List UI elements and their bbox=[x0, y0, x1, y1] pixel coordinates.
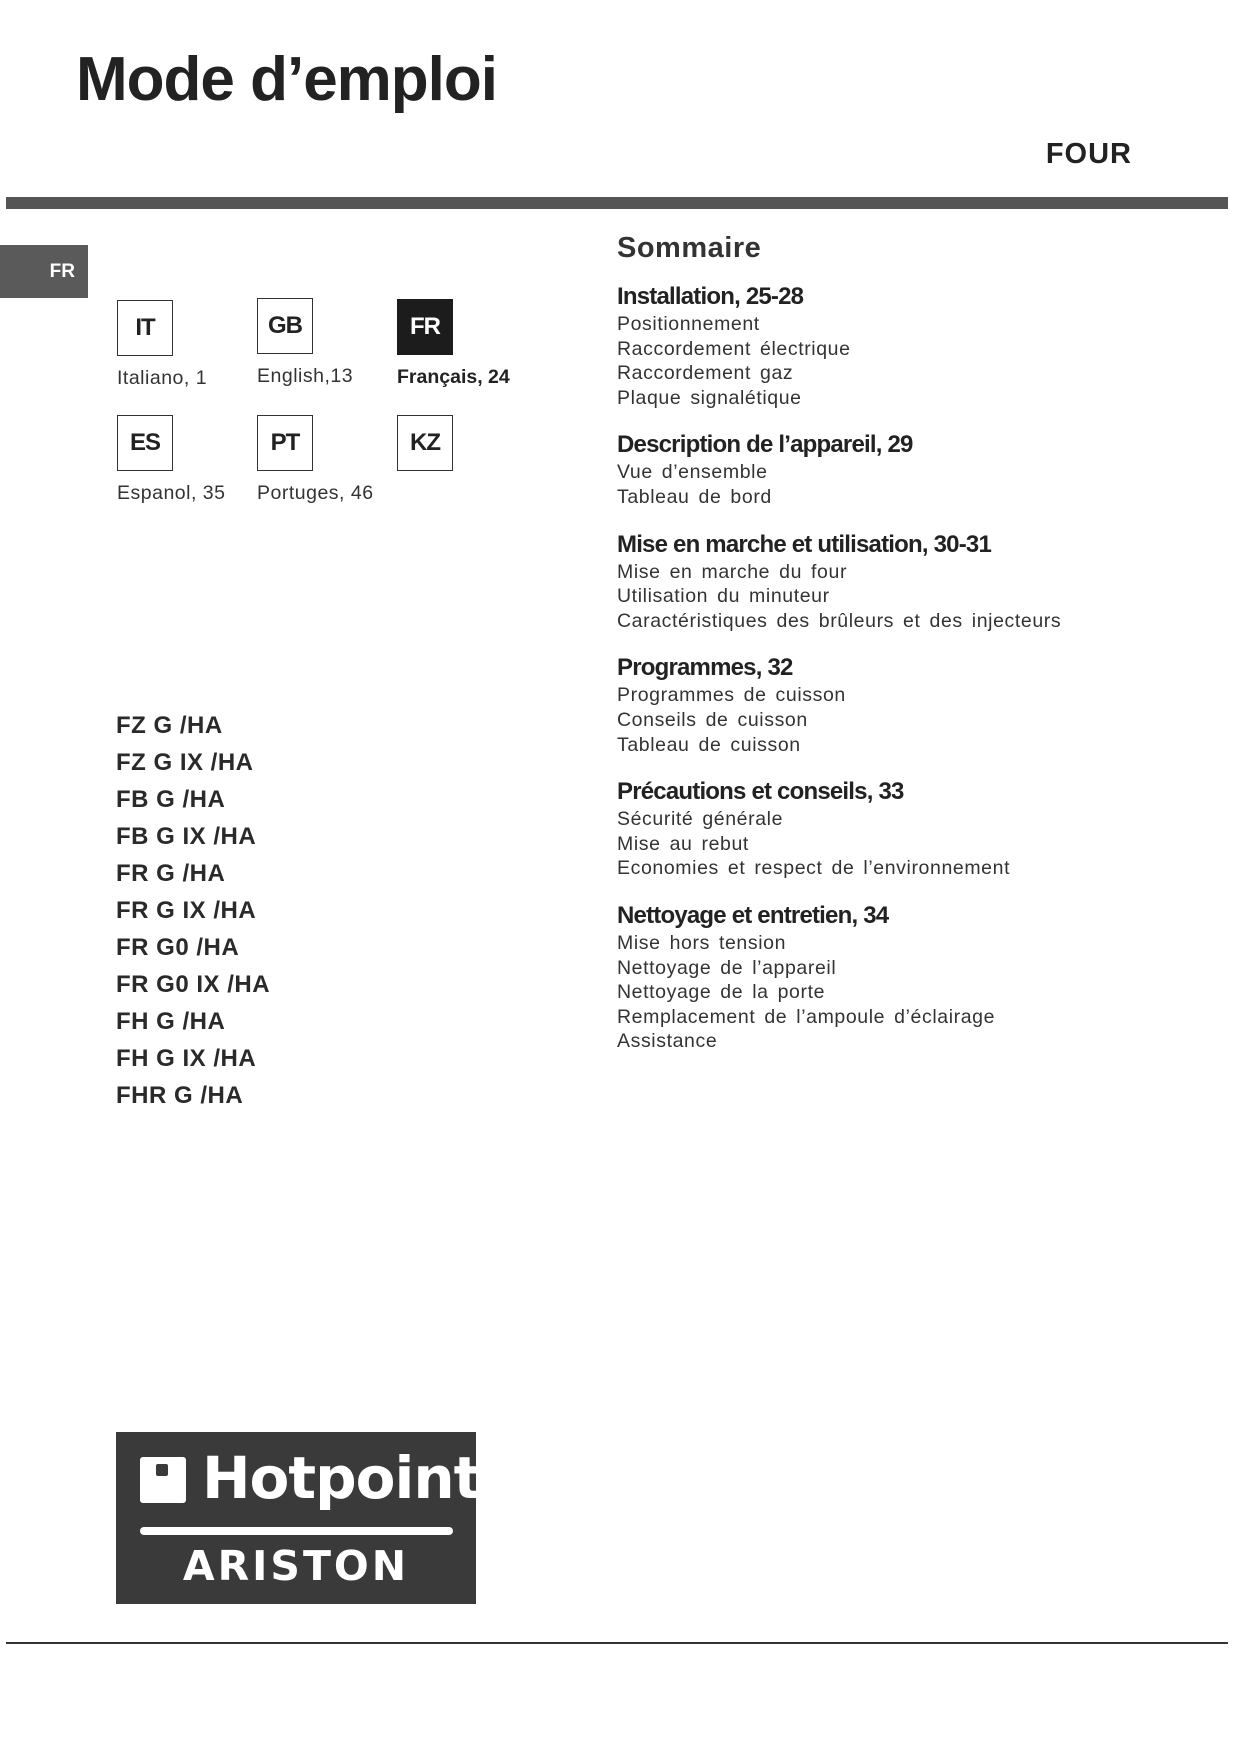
language-item-fr[interactable] bbox=[397, 299, 510, 389]
toc-section-programs bbox=[617, 653, 1177, 757]
model-item: FB G IX /HA bbox=[116, 823, 257, 850]
page-title: Mode d’emploi bbox=[76, 45, 497, 114]
table-of-contents bbox=[617, 232, 1177, 1074]
language-item-gb[interactable] bbox=[257, 298, 353, 388]
toc-item[interactable]: Tableau de cuisson bbox=[617, 733, 801, 756]
toc-item[interactable]: Economies et respect de l’environnement bbox=[617, 857, 1011, 880]
logo-brand-text: Hotpoint bbox=[202, 1444, 481, 1512]
toc-item[interactable]: Vue d’ensemble bbox=[617, 461, 768, 484]
logo-divider bbox=[140, 1527, 453, 1535]
language-box-pt[interactable]: PT bbox=[257, 415, 313, 471]
toc-item[interactable]: Remplacement de l’ampoule d’éclairage bbox=[617, 1005, 996, 1028]
language-box-fr[interactable]: FR bbox=[397, 299, 453, 355]
toc-section-installation bbox=[617, 282, 1177, 410]
top-divider bbox=[6, 197, 1228, 209]
model-item: FH G /HA bbox=[116, 1008, 226, 1035]
toc-item[interactable]: Raccordement électrique bbox=[617, 337, 851, 360]
language-tab: FR bbox=[0, 245, 88, 298]
toc-heading[interactable]: Nettoyage et entretien, 34 bbox=[617, 901, 889, 929]
toc-section-precautions bbox=[617, 777, 1177, 881]
toc-item[interactable]: Mise au rebut bbox=[617, 832, 749, 855]
toc-item[interactable]: Raccordement gaz bbox=[617, 362, 794, 385]
toc-item[interactable]: Nettoyage de l’appareil bbox=[617, 956, 837, 979]
logo-mark-icon bbox=[140, 1457, 186, 1503]
language-label-fr: Français, 24 bbox=[397, 366, 510, 388]
language-item-kz[interactable] bbox=[397, 415, 453, 471]
toc-item[interactable]: Assistance bbox=[617, 1030, 718, 1053]
model-item: FZ G /HA bbox=[116, 712, 223, 739]
toc-item[interactable]: Utilisation du minuteur bbox=[617, 585, 830, 608]
toc-heading[interactable]: Mise en marche et utilisation, 30-31 bbox=[617, 530, 992, 558]
toc-item[interactable]: Mise en marche du four bbox=[617, 560, 848, 583]
toc-heading[interactable]: Description de l’appareil, 29 bbox=[617, 431, 913, 459]
model-list bbox=[116, 712, 270, 1119]
toc-item[interactable]: Programmes de cuisson bbox=[617, 684, 846, 707]
toc-item[interactable]: Positionnement bbox=[617, 313, 760, 335]
language-item-pt[interactable] bbox=[257, 415, 374, 505]
toc-heading[interactable]: Programmes, 32 bbox=[617, 654, 793, 682]
product-type: FOUR bbox=[1045, 138, 1132, 170]
model-item: FHR G /HA bbox=[116, 1082, 244, 1109]
model-item: FR G /HA bbox=[116, 860, 226, 887]
model-item: FR G0 /HA bbox=[116, 934, 240, 961]
toc-heading[interactable]: Installation, 25-28 bbox=[617, 283, 804, 310]
language-box-es[interactable]: ES bbox=[117, 415, 173, 471]
language-box-it[interactable]: IT bbox=[117, 300, 173, 356]
model-item: FR G0 IX /HA bbox=[116, 971, 271, 998]
bottom-divider bbox=[6, 1642, 1228, 1644]
model-item: FB G /HA bbox=[116, 786, 226, 813]
toc-section-cleaning bbox=[617, 901, 1177, 1054]
language-box-gb[interactable]: GB bbox=[257, 298, 313, 354]
toc-item[interactable]: Conseils de cuisson bbox=[617, 708, 808, 731]
logo-sub-text: ARISTON bbox=[182, 1542, 410, 1590]
language-label-gb: English,13 bbox=[257, 365, 354, 387]
toc-item[interactable]: Mise hors tension bbox=[617, 931, 787, 954]
toc-item[interactable]: Tableau de bord bbox=[617, 485, 772, 508]
language-label-it: Italiano, 1 bbox=[117, 367, 208, 389]
language-box-kz[interactable]: KZ bbox=[397, 415, 453, 471]
language-item-it[interactable] bbox=[117, 300, 207, 390]
toc-title: Sommaire bbox=[617, 232, 762, 264]
language-label-pt: Portuges, 46 bbox=[257, 482, 374, 504]
toc-section-description bbox=[617, 430, 1177, 509]
model-item: FR G IX /HA bbox=[116, 897, 257, 924]
toc-item[interactable]: Caractéristiques des brûleurs et des injecteurs bbox=[617, 609, 1062, 632]
brand-logo bbox=[116, 1432, 481, 1604]
toc-heading[interactable]: Précautions et conseils, 33 bbox=[617, 778, 904, 806]
language-item-es[interactable] bbox=[117, 415, 226, 505]
model-item: FH G IX /HA bbox=[116, 1045, 257, 1072]
toc-item[interactable]: Plaque signalétique bbox=[617, 386, 802, 409]
toc-item[interactable]: Sécurité générale bbox=[617, 808, 784, 831]
toc-item[interactable]: Nettoyage de la porte bbox=[617, 981, 826, 1004]
language-label-es: Espanol, 35 bbox=[117, 482, 226, 504]
model-item: FZ G IX /HA bbox=[116, 749, 254, 776]
toc-section-startup bbox=[617, 530, 1177, 634]
